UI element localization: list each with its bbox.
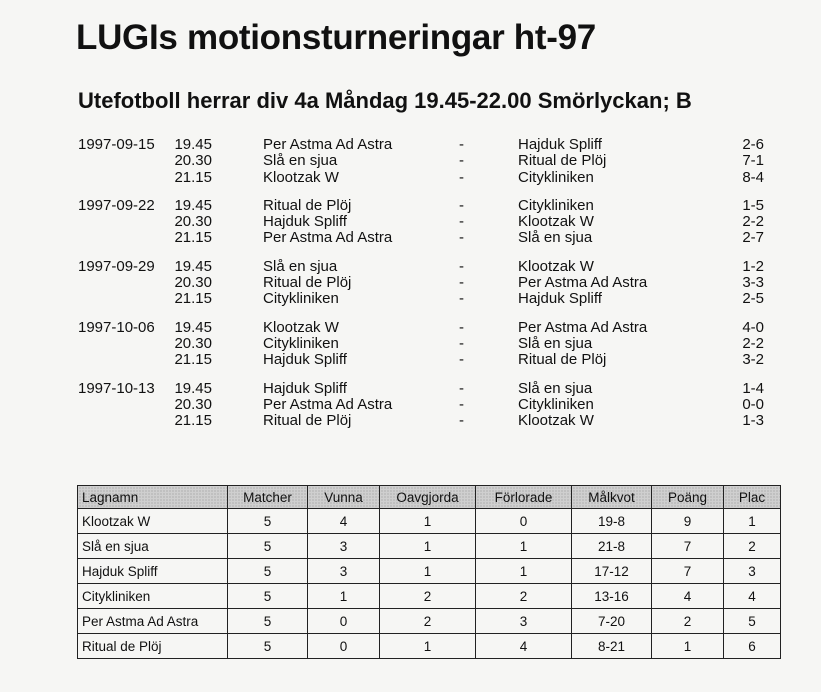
column-header: Vunna: [308, 486, 380, 509]
stat-cell: 0: [308, 609, 380, 634]
match-score: 2-2: [742, 213, 764, 231]
home-team: Hajduk Spliff: [263, 379, 347, 397]
stat-cell: 2: [724, 534, 781, 559]
stat-cell: 7: [652, 534, 724, 559]
match-separator: -: [459, 274, 464, 292]
stat-cell: 1: [308, 584, 380, 609]
home-team: Citykliniken: [263, 290, 339, 308]
away-team: Slå en sjua: [518, 334, 593, 352]
away-team: Citykliniken: [518, 196, 594, 214]
match-score: 2-2: [742, 334, 764, 352]
home-team: Hajduk Spliff: [263, 213, 347, 231]
match-score: 4-0: [742, 318, 764, 336]
away-team: Klootzak W: [518, 213, 594, 231]
stat-cell: 9: [652, 509, 724, 534]
match-separator: -: [459, 213, 464, 231]
stat-cell: 5: [228, 559, 308, 584]
match-time: 20.30: [174, 395, 212, 413]
stat-cell: 4: [308, 509, 380, 534]
match-row: [0, 397, 821, 413]
stat-cell: 7: [652, 559, 724, 584]
match-time: 19.45: [174, 196, 212, 214]
match-date: 1997-10-06: [78, 318, 155, 336]
stat-cell: 1: [724, 509, 781, 534]
home-team: Klootzak W: [263, 168, 339, 186]
stat-cell: 5: [228, 509, 308, 534]
match-score: 7-1: [742, 152, 764, 170]
stat-cell: 0: [308, 634, 380, 659]
match-date: 1997-09-15: [78, 136, 155, 153]
table-row: [78, 509, 781, 534]
round-block: [0, 137, 821, 186]
match-score: 3-2: [742, 351, 764, 369]
column-header: Matcher: [228, 486, 308, 509]
stat-cell: 2: [380, 584, 476, 609]
match-separator: -: [459, 229, 464, 247]
table-row: [78, 609, 781, 634]
match-time: 21.15: [174, 168, 212, 186]
stat-cell: 6: [724, 634, 781, 659]
match-row: [0, 198, 821, 214]
match-time: 21.15: [174, 229, 212, 247]
match-separator: -: [459, 379, 464, 397]
stat-cell: 8-21: [572, 634, 652, 659]
stat-cell: 21-8: [572, 534, 652, 559]
stat-cell: 5: [228, 634, 308, 659]
stat-cell: 1: [476, 534, 572, 559]
stat-cell: 4: [476, 634, 572, 659]
match-separator: -: [459, 168, 464, 186]
stat-cell: 3: [724, 559, 781, 584]
away-team: Slå en sjua: [518, 379, 593, 397]
home-team: Slå en sjua: [263, 152, 338, 170]
match-row: [0, 153, 821, 169]
match-separator: -: [459, 334, 464, 352]
column-header: Målkvot: [572, 486, 652, 509]
match-separator: -: [459, 318, 464, 336]
table-row: [78, 584, 781, 609]
home-team: Klootzak W: [263, 318, 339, 336]
match-score: 1-5: [742, 196, 764, 214]
match-separator: -: [459, 136, 464, 153]
stat-cell: 13-16: [572, 584, 652, 609]
home-team: Ritual de Plöj: [263, 196, 352, 214]
stat-cell: 1: [380, 534, 476, 559]
stat-cell: 2: [380, 609, 476, 634]
column-header: Oavgjorda: [380, 486, 476, 509]
match-row: [0, 413, 821, 429]
stat-cell: 2: [476, 584, 572, 609]
round-block: [0, 381, 821, 430]
stat-cell: 5: [228, 609, 308, 634]
match-date: 1997-09-29: [78, 257, 155, 275]
home-team: Hajduk Spliff: [263, 351, 347, 369]
match-row: [0, 170, 821, 186]
match-separator: -: [459, 152, 464, 170]
stat-cell: 1: [380, 509, 476, 534]
team-name-cell: Hajduk Spliff: [78, 559, 228, 584]
away-team: Hajduk Spliff: [518, 136, 602, 153]
stat-cell: 1: [476, 559, 572, 584]
match-row: [0, 275, 821, 291]
match-score: 1-2: [742, 257, 764, 275]
match-row: [0, 381, 821, 397]
stat-cell: 7-20: [572, 609, 652, 634]
match-row: [0, 259, 821, 275]
column-header: Poäng: [652, 486, 724, 509]
stat-cell: 1: [380, 634, 476, 659]
page-title: LUGIs motionsturneringar ht-97: [76, 18, 596, 57]
stat-cell: 0: [476, 509, 572, 534]
match-separator: -: [459, 412, 464, 430]
match-row: [0, 137, 821, 153]
away-team: Per Astma Ad Astra: [518, 318, 648, 336]
away-team: Ritual de Plöj: [518, 152, 607, 170]
team-name-cell: Per Astma Ad Astra: [78, 609, 228, 634]
team-name-cell: Ritual de Plöj: [78, 634, 228, 659]
match-score: 8-4: [742, 168, 764, 186]
home-team: Slå en sjua: [263, 257, 338, 275]
match-separator: -: [459, 290, 464, 308]
round-block: [0, 198, 821, 247]
away-team: Klootzak W: [518, 257, 594, 275]
home-team: Per Astma Ad Astra: [263, 229, 393, 247]
match-separator: -: [459, 351, 464, 369]
round-block: [0, 259, 821, 308]
match-separator: -: [459, 257, 464, 275]
match-row: [0, 352, 821, 368]
column-header: Lagnamn: [78, 486, 228, 509]
away-team: Klootzak W: [518, 412, 594, 430]
stat-cell: 1: [652, 634, 724, 659]
team-name-cell: Citykliniken: [78, 584, 228, 609]
match-row: [0, 230, 821, 246]
column-header: Förlorade: [476, 486, 572, 509]
stat-cell: 17-12: [572, 559, 652, 584]
match-time: 21.15: [174, 412, 212, 430]
match-row: [0, 320, 821, 336]
match-time: 21.15: [174, 290, 212, 308]
match-separator: -: [459, 196, 464, 214]
match-time: 19.45: [174, 257, 212, 275]
team-name-cell: Slå en sjua: [78, 534, 228, 559]
home-team: Ritual de Plöj: [263, 274, 352, 292]
match-score: 1-3: [742, 412, 764, 430]
stat-cell: 4: [652, 584, 724, 609]
match-score: 2-5: [742, 290, 764, 308]
table-row: [78, 634, 781, 659]
match-separator: -: [459, 395, 464, 413]
match-score: 2-6: [742, 136, 764, 153]
stat-cell: 5: [724, 609, 781, 634]
match-score: 0-0: [742, 395, 764, 413]
away-team: Citykliniken: [518, 395, 594, 413]
page-subtitle: Utefotboll herrar div 4a Måndag 19.45-22.00 Smörlyckan; B: [78, 88, 692, 113]
standings-body: [78, 509, 781, 659]
stat-cell: 3: [476, 609, 572, 634]
match-score: 3-3: [742, 274, 764, 292]
match-row: [0, 336, 821, 352]
match-time: 21.15: [174, 351, 212, 369]
match-time: 19.45: [174, 379, 212, 397]
match-time: 20.30: [174, 213, 212, 231]
away-team: Slå en sjua: [518, 229, 593, 247]
away-team: Per Astma Ad Astra: [518, 274, 648, 292]
team-name-cell: Klootzak W: [78, 509, 228, 534]
stat-cell: 19-8: [572, 509, 652, 534]
home-team: Per Astma Ad Astra: [263, 395, 393, 413]
match-time: 19.45: [174, 136, 212, 153]
match-date: 1997-10-13: [78, 379, 155, 397]
stat-cell: 1: [380, 559, 476, 584]
away-team: Citykliniken: [518, 168, 594, 186]
match-row: [0, 214, 821, 230]
home-team: Ritual de Plöj: [263, 412, 352, 430]
stat-cell: 3: [308, 559, 380, 584]
table-row: [78, 534, 781, 559]
column-header: Plac: [724, 486, 781, 509]
match-time: 20.30: [174, 334, 212, 352]
match-date: 1997-09-22: [78, 196, 155, 214]
stat-cell: 4: [724, 584, 781, 609]
match-row: [0, 291, 821, 307]
stat-cell: 5: [228, 534, 308, 559]
match-time: 20.30: [174, 274, 212, 292]
table-row: [78, 559, 781, 584]
stat-cell: 2: [652, 609, 724, 634]
match-score: 2-7: [742, 229, 764, 247]
stat-cell: 5: [228, 584, 308, 609]
standings-header-row: [78, 486, 781, 509]
match-score: 1-4: [742, 379, 764, 397]
home-team: Per Astma Ad Astra: [263, 136, 393, 153]
stat-cell: 3: [308, 534, 380, 559]
match-time: 19.45: [174, 318, 212, 336]
away-team: Ritual de Plöj: [518, 351, 607, 369]
round-block: [0, 320, 821, 369]
standings-table: [77, 485, 781, 659]
match-schedule: [0, 137, 821, 441]
home-team: Citykliniken: [263, 334, 339, 352]
match-time: 20.30: [174, 152, 212, 170]
away-team: Hajduk Spliff: [518, 290, 602, 308]
